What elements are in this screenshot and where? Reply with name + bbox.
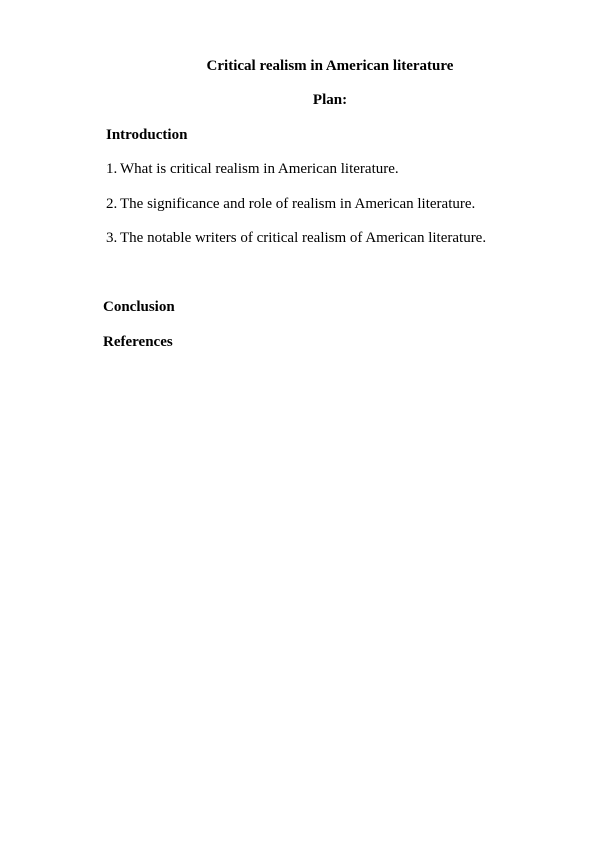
list-item-text: The significance and role of realism in American literature. [120,196,476,212]
introduction-heading: Introduction [106,127,188,143]
document-title: Critical realism in American literature [206,58,454,74]
references-heading: References [103,334,173,350]
plan-heading: Plan: [312,92,348,108]
list-item [106,195,475,213]
list-item [106,229,486,247]
list-item-text: The notable writers of critical realism of American literature. [120,230,487,246]
list-item [106,160,399,178]
list-item-number: 3. [106,230,118,246]
list-item-number: 2. [106,196,118,212]
list-item-text: What is critical realism in American literature. [120,161,399,177]
list-item-number: 1. [106,161,118,177]
conclusion-heading: Conclusion [103,299,175,315]
